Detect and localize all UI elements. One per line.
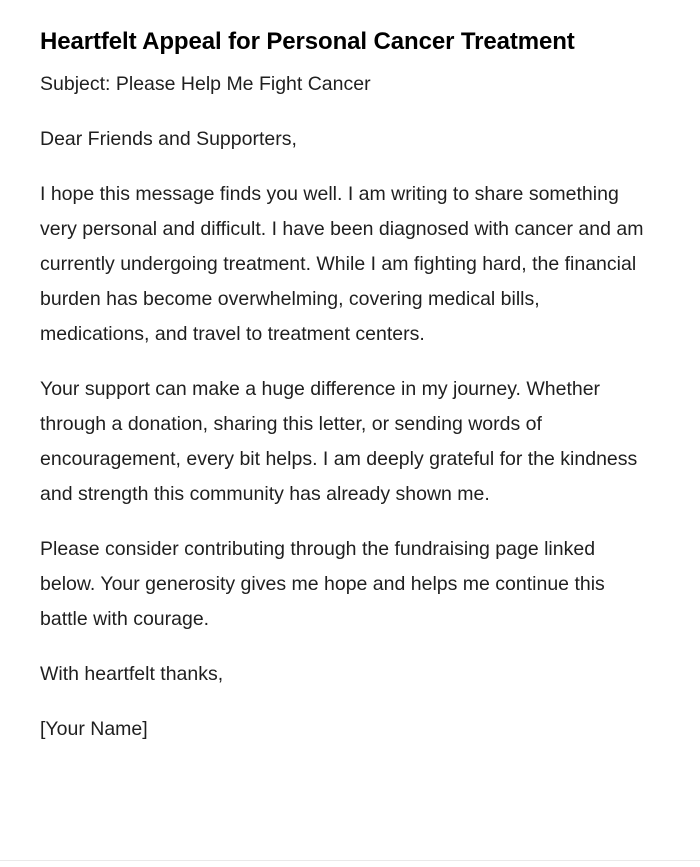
bottom-divider <box>0 860 700 861</box>
paragraph-1: I hope this message finds you well. I am writing to share something very personal and difficult. I have been diagnosed with cancer and am currently undergoing treatment. While I am fighting hard, the financial burden has become overwhelming, covering medical bills, medications, and travel to treatment centers. <box>40 183 644 346</box>
closing: With heartfelt thanks, <box>40 663 224 686</box>
page-title: Heartfelt Appeal for Personal Cancer Treatment <box>40 28 575 55</box>
salutation: Dear Friends and Supporters, <box>40 128 297 151</box>
signature-placeholder: [Your Name] <box>40 718 148 741</box>
paragraph-2: Your support can make a huge difference in my journey. Whether through a donation, sharing this letter, or sending words of encouragement, every bit helps. I am deeply grateful for the kindness and strength this community has already shown me. <box>40 378 638 506</box>
paragraph-3: Please consider contributing through the fundraising page linked below. Your generosity gives me hope and helps me continue this battle with courage. <box>40 538 605 631</box>
subject-line: Subject: Please Help Me Fight Cancer <box>40 73 371 96</box>
